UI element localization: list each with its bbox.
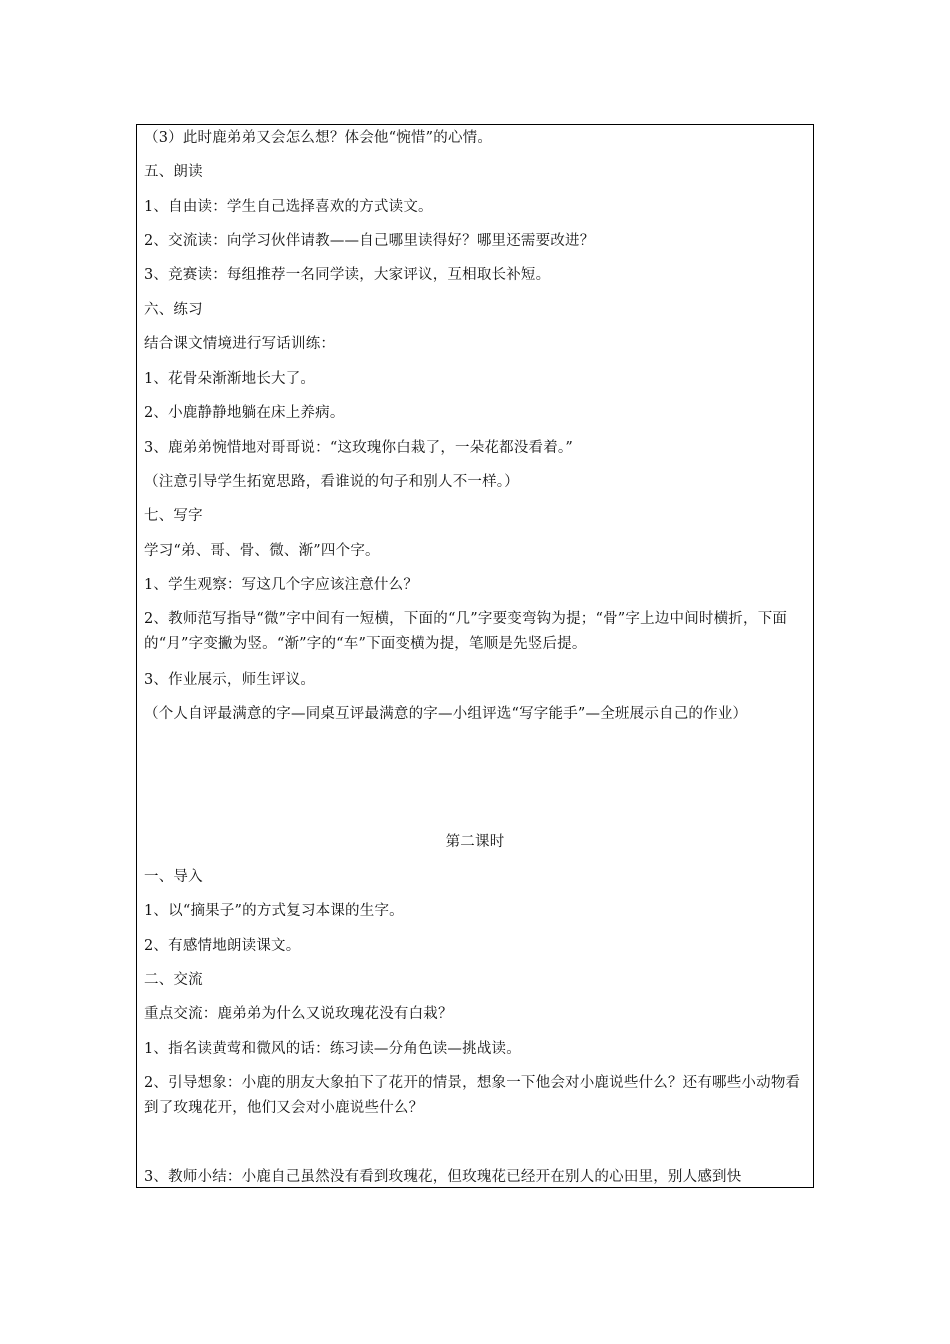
text-line: （3）此时鹿弟弟又会怎么想？体会他“惋惜”的心情。 (144, 130, 493, 146)
text-line: 重点交流：鹿弟弟为什么又说玫瑰花没有白栽？ (144, 1006, 453, 1022)
text-line: （注意引导学生拓宽思路，看谁说的句子和别人不一样。） (144, 474, 519, 490)
section-heading: 七、写字 (144, 508, 203, 524)
text-line: 2、有感情地朗读课文。 (144, 938, 301, 954)
lesson-title: 第二课时 (445, 834, 505, 850)
text-paragraph: 2、引导想象：小鹿的朋友大象拍下了花开的情景，想象一下他会对小鹿说些什么？还有哪些小动物看到了玫瑰花开，他们又会对小鹿说些什么？ (144, 1075, 801, 1116)
text-line: 3、竞赛读：每组推荐一名同学读，大家评议，互相取长补短。 (144, 267, 551, 283)
section-heading: 二、交流 (144, 972, 203, 988)
text-paragraph: （个人自评最满意的字—同桌互评最满意的字—小组评选“写字能手”—全班展示自己的作业） (144, 706, 748, 722)
text-line: 1、自由读：学生自己选择喜欢的方式读文。 (144, 199, 433, 215)
text-line: 1、以“摘果子”的方式复习本课的生字。 (144, 903, 404, 919)
text-line: 结合课文情境进行写话训练： (144, 336, 336, 352)
text-line: 3、鹿弟弟惋惜地对哥哥说：“这玫瑰你白栽了，一朵花都没看着。” (144, 440, 573, 456)
text-line: 2、小鹿静静地躺在床上养病。 (144, 405, 345, 421)
section-heading: 五、朗读 (144, 164, 203, 180)
text-line: 2、交流读：向学习伙伴请教——自己哪里读得好？哪里还需要改进？ (144, 233, 595, 249)
text-line: 1、花骨朵渐渐地长大了。 (144, 371, 316, 387)
text-paragraph: 2、教师范写指导“微”字中间有一短横，下面的“几”字要变弯钩为提；“骨”字上边中间时横折，下面的“月”字变撇为竖。“渐”字的“车”下面变横为提，笔顺是先竖后提。 (144, 611, 788, 652)
text-line: 1、学生观察：写这几个字应该注意什么？ (144, 577, 419, 593)
text-line: 3、作业展示，师生评议。 (144, 672, 316, 688)
text-line: 1、指名读黄莺和微风的话：练习读—分角色读—挑战读。 (144, 1041, 521, 1057)
text-line: 3、教师小结：小鹿自己虽然没有看到玫瑰花，但玫瑰花已经开在别人的心田里，别人感到快 (144, 1169, 742, 1185)
section-heading: 六、练习 (144, 302, 203, 318)
section-heading: 一、导入 (144, 869, 203, 885)
text-line: 学习“弟、哥、骨、微、渐”四个字。 (144, 543, 380, 559)
